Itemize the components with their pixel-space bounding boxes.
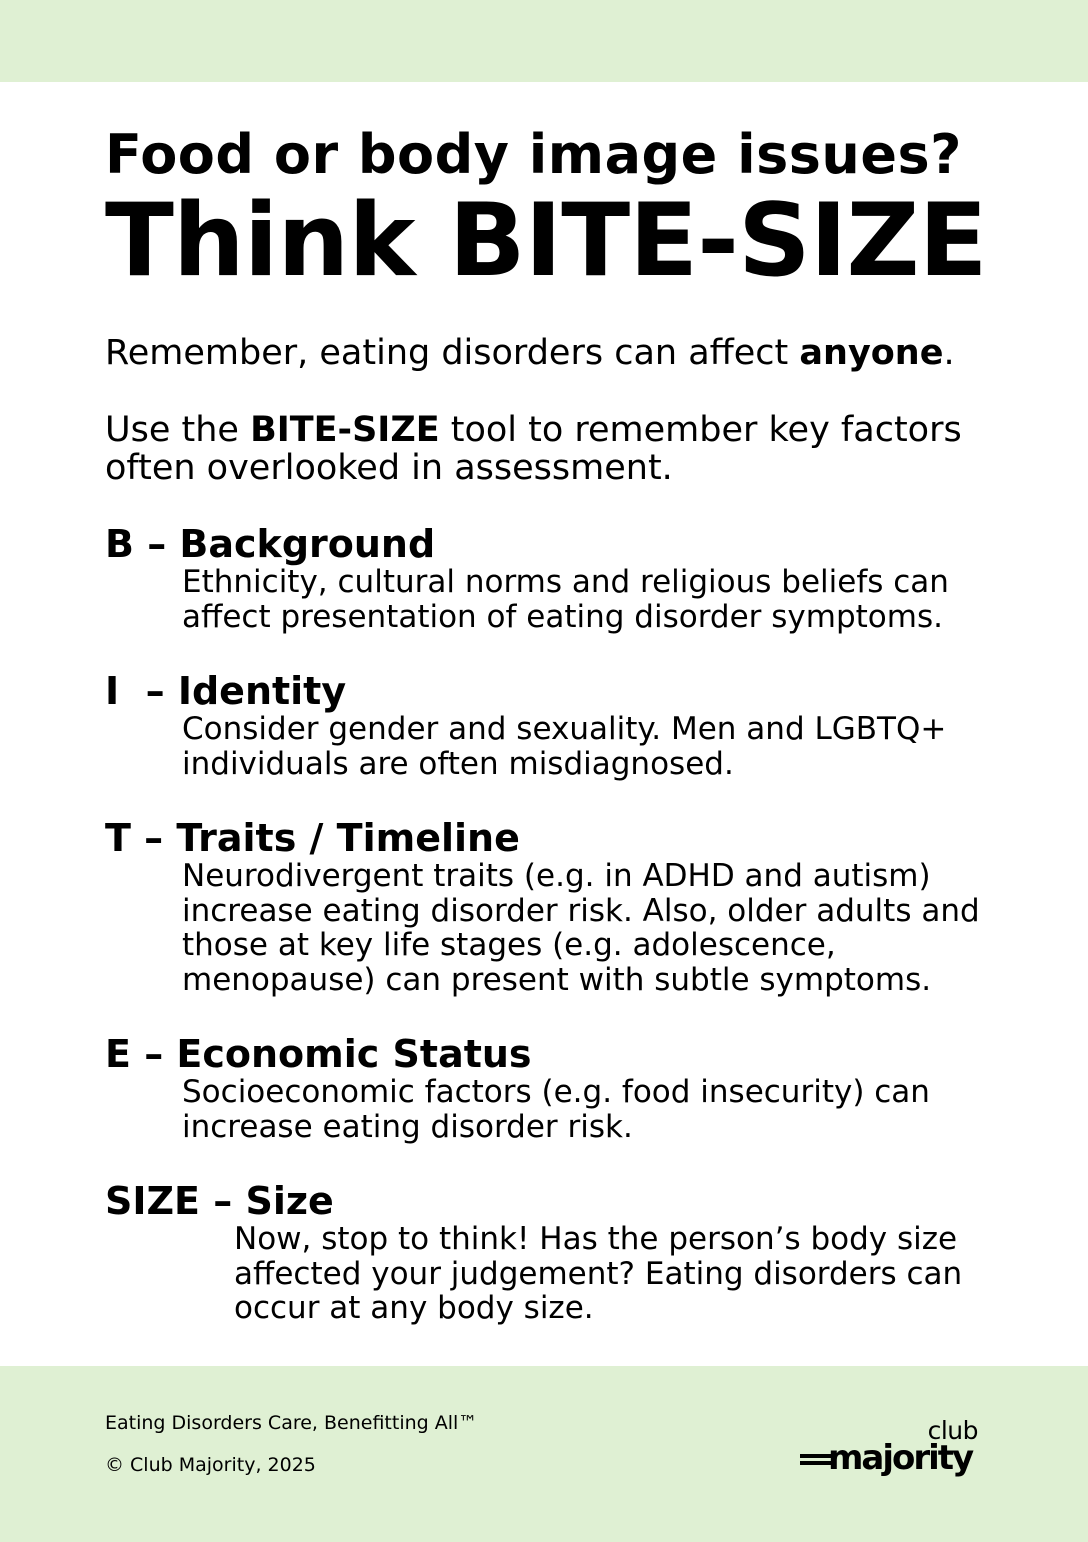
footer-tagline: Eating Disorders Care, Benefitting All™ bbox=[105, 1412, 478, 1434]
section-body-background: Ethnicity, cultural norms and religious beliefs can affect presentation of eating disorder symptoms. bbox=[182, 564, 949, 635]
logo-majority-text: majority bbox=[828, 1438, 973, 1478]
section-heading-background: B – Background bbox=[105, 522, 436, 566]
top-band bbox=[0, 0, 1088, 82]
section-background bbox=[105, 523, 1005, 634]
main-content bbox=[105, 124, 1005, 1326]
intro-1-emphasis: anyone bbox=[799, 333, 944, 373]
footer-band bbox=[0, 1366, 1088, 1542]
section-body-traits: Neurodivergent traits (e.g. in ADHD and autism) increase eating disorder risk. Also, older adults and those at key life stages (e.g. adolescence, menopause) can present with subtle symptoms. bbox=[182, 858, 980, 998]
section-traits-timeline bbox=[105, 817, 1005, 997]
intro-paragraph-1 bbox=[105, 334, 1005, 372]
club-majority-logo bbox=[800, 1418, 980, 1478]
intro-2-emphasis: BITE-SIZE bbox=[250, 410, 440, 450]
section-identity bbox=[105, 670, 1005, 781]
intro-2-end: tool to remember key factors often overlooked in assessment. bbox=[105, 410, 962, 488]
footer-copyright: © Club Majority, 2025 bbox=[105, 1454, 316, 1476]
section-heading-economic: E – Economic Status bbox=[105, 1032, 532, 1076]
section-body-identity: Consider gender and sexuality. Men and LGBTQ+ individuals are often misdiagnosed. bbox=[182, 711, 947, 782]
title-line-2: Think BITE-SIZE bbox=[105, 181, 987, 299]
intro-1-end: . bbox=[943, 333, 955, 373]
section-size bbox=[105, 1180, 1005, 1326]
section-heading-size: SIZE – Size bbox=[105, 1179, 334, 1223]
title-line-1: Food or body image issues? bbox=[105, 123, 962, 186]
section-heading-identity: I – Identity bbox=[105, 669, 347, 713]
logo-club-text: club bbox=[927, 1416, 978, 1445]
intro-1-text: Remember, eating disorders can affect bbox=[105, 333, 800, 373]
section-body-size: Now, stop to think! Has the person’s body size affected your judgement? Eating disorders can occur at any body size. bbox=[234, 1221, 963, 1326]
intro-2-text: Use the bbox=[105, 410, 251, 450]
section-heading-traits: T – Traits / Timeline bbox=[105, 816, 520, 860]
section-economic-status bbox=[105, 1033, 1005, 1144]
intro-paragraph-2 bbox=[105, 411, 1005, 487]
section-body-economic: Socioeconomic factors (e.g. food insecurity) can increase eating disorder risk. bbox=[182, 1074, 930, 1145]
